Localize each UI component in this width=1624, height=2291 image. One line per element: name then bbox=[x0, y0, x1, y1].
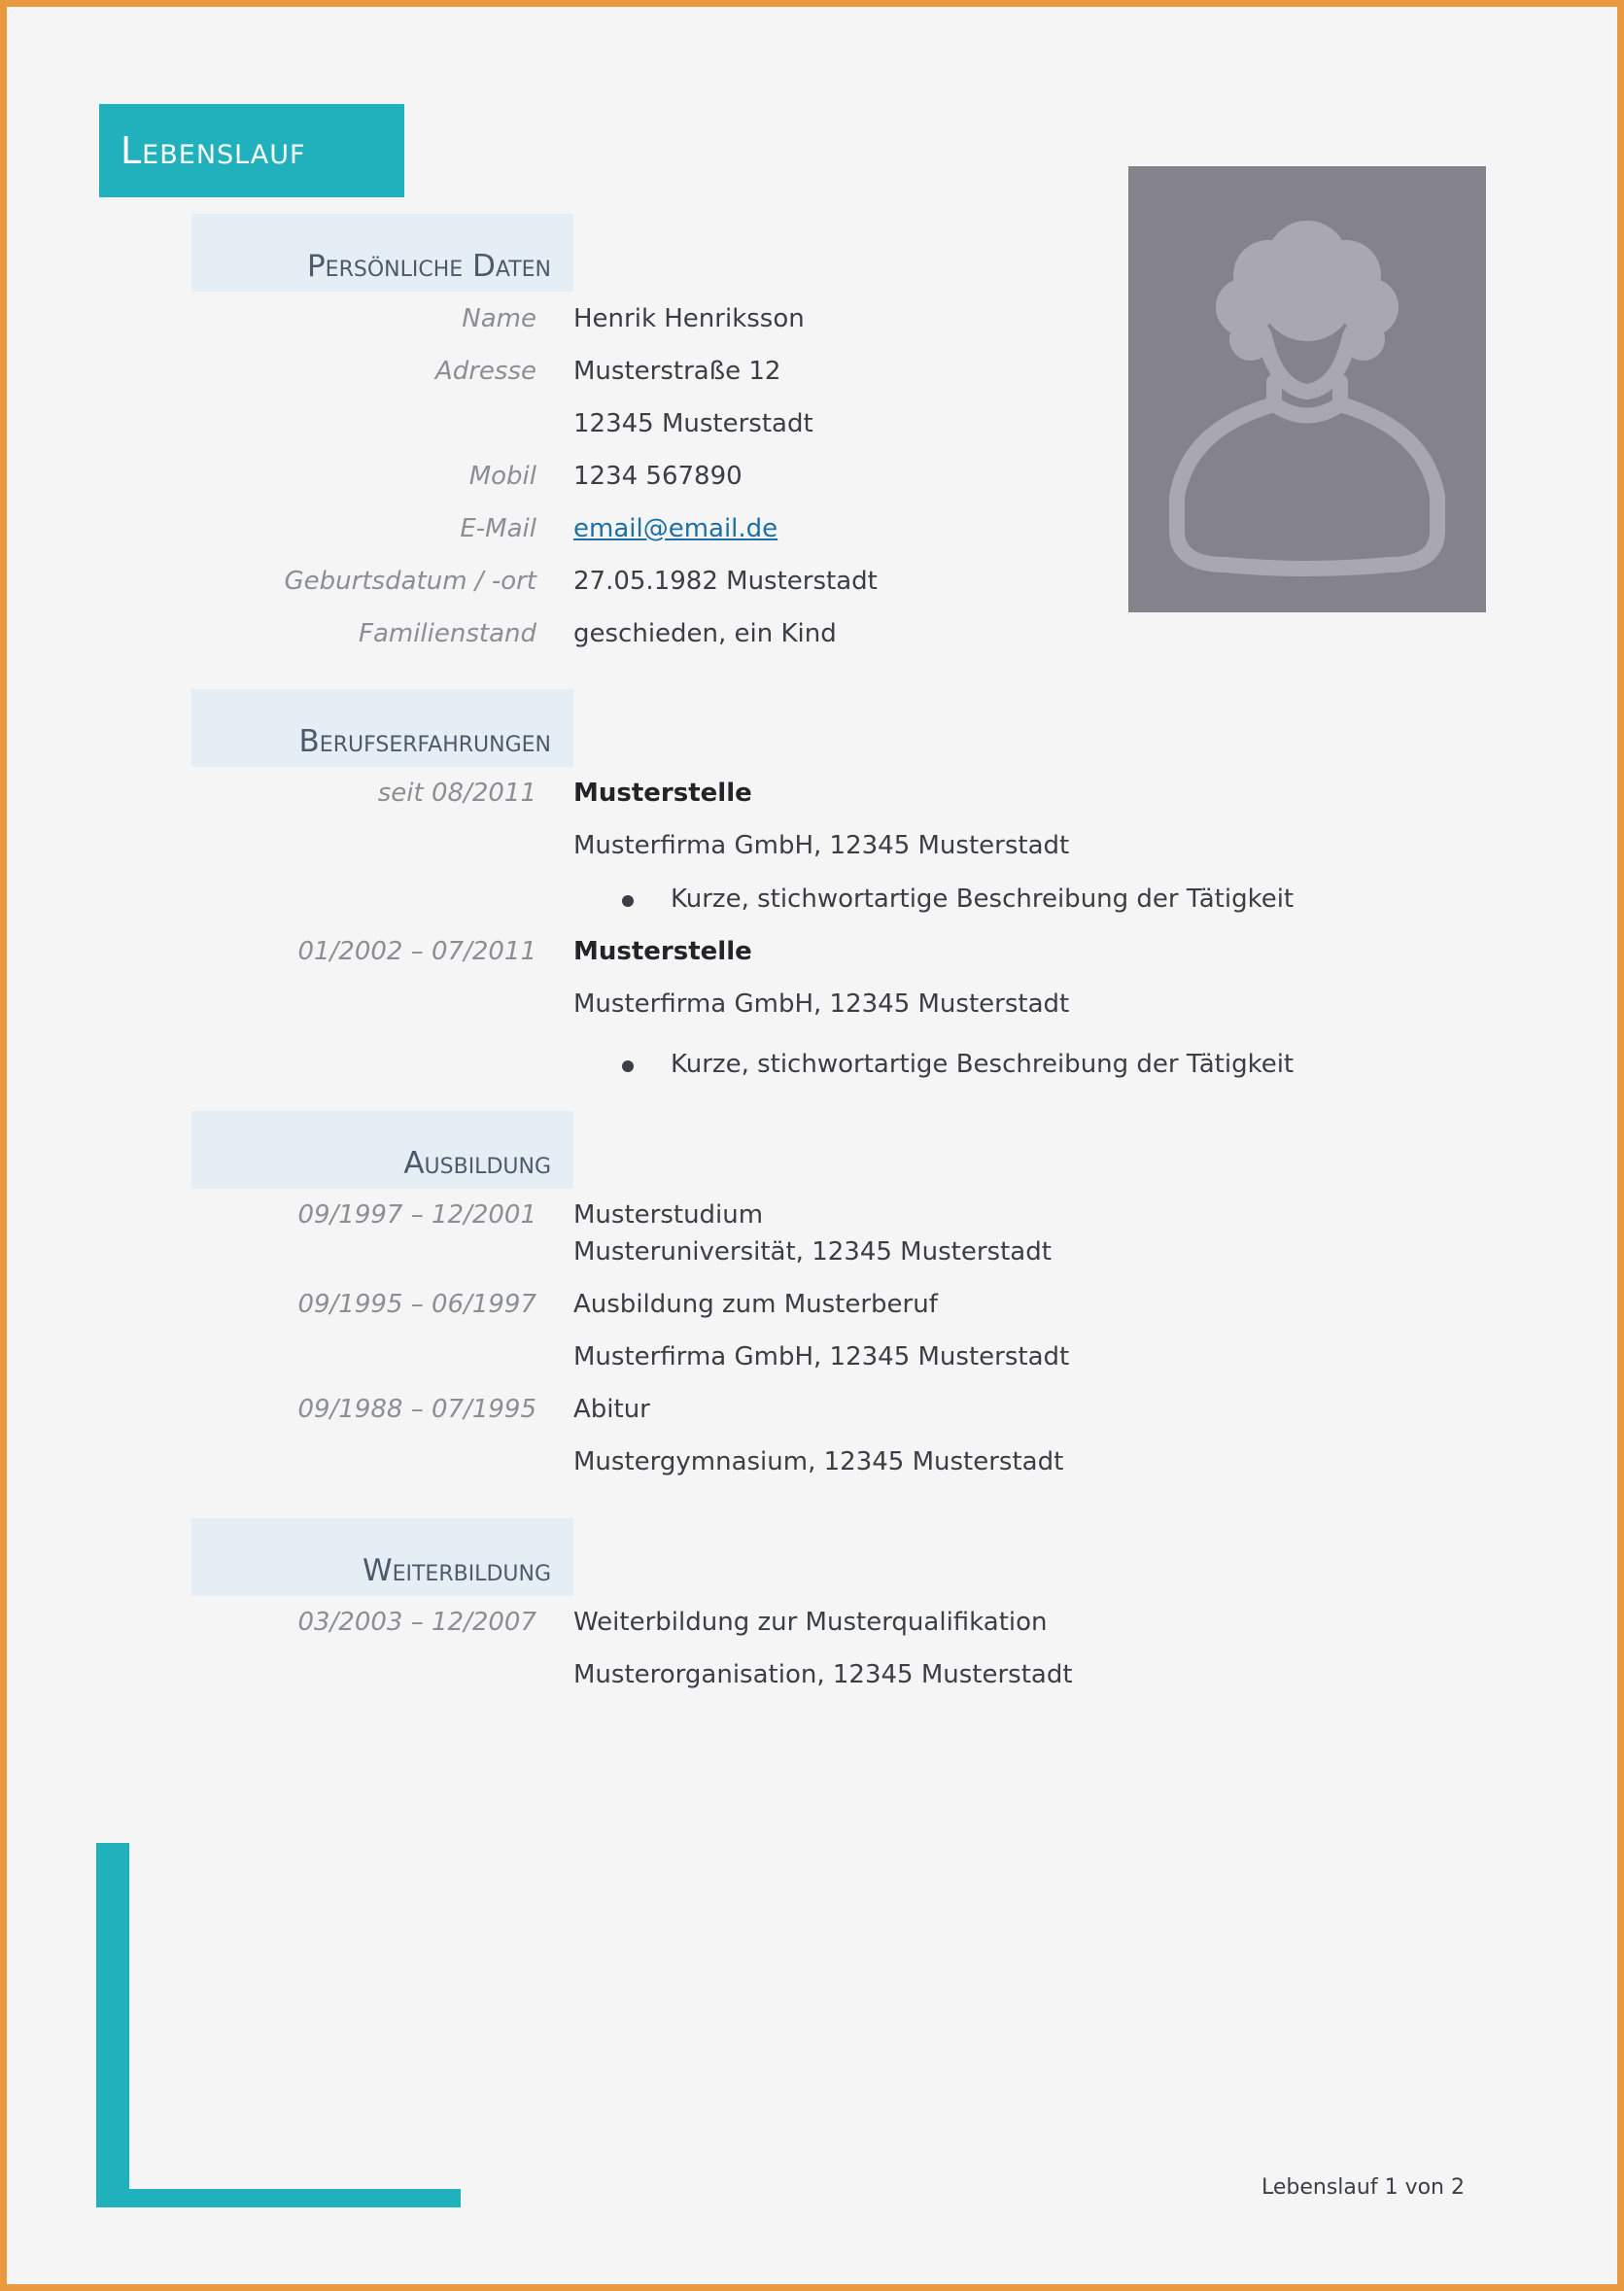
document-title: Lebenslauf bbox=[121, 129, 306, 172]
label-email: E-Mail bbox=[460, 514, 536, 543]
training-period: 03/2003 – 12/2007 bbox=[297, 1608, 536, 1637]
experience-company: Musterfirma GmbH, 12345 Musterstadt bbox=[573, 831, 1070, 860]
decorative-bar-vertical bbox=[96, 1843, 129, 2207]
education-title: Ausbildung zum Musterberuf bbox=[573, 1290, 938, 1319]
education-title: Musterstudium bbox=[573, 1200, 764, 1230]
section-title-personal: Persönliche Daten bbox=[306, 249, 551, 284]
profile-photo bbox=[1128, 166, 1486, 612]
title-banner bbox=[99, 104, 404, 197]
education-place: Mustergymnasium, 12345 Musterstadt bbox=[573, 1447, 1064, 1476]
education-place: Musteruniversität, 12345 Musterstadt bbox=[573, 1237, 1052, 1267]
value-birth: 27.05.1982 Musterstadt bbox=[573, 567, 878, 596]
value-name: Henrik Henriksson bbox=[573, 304, 805, 333]
experience-description: Kurze, stichwortartige Beschreibung der Tätigkeit bbox=[671, 885, 1295, 914]
section-header-education bbox=[191, 1111, 573, 1189]
section-title-training: Weiterbildung bbox=[362, 1553, 551, 1588]
experience-position: Musterstelle bbox=[573, 779, 752, 808]
education-place: Musterfirma GmbH, 12345 Musterstadt bbox=[573, 1342, 1070, 1371]
experience-position: Musterstelle bbox=[573, 937, 752, 966]
experience-company: Musterfirma GmbH, 12345 Musterstadt bbox=[573, 989, 1070, 1019]
decorative-bar-horizontal bbox=[96, 2189, 461, 2207]
bullet-icon bbox=[622, 1060, 634, 1072]
section-title-education: Ausbildung bbox=[403, 1146, 551, 1181]
value-city: 12345 Musterstadt bbox=[573, 409, 813, 438]
education-period: 09/1997 – 12/2001 bbox=[297, 1200, 536, 1230]
value-street: Musterstraße 12 bbox=[573, 357, 781, 386]
page-footer: Lebenslauf 1 von 2 bbox=[1261, 2175, 1465, 2200]
value-mobile: 1234 567890 bbox=[573, 462, 743, 491]
section-header-experience bbox=[191, 689, 573, 767]
training-title: Weiterbildung zur Musterqualifikation bbox=[573, 1608, 1048, 1637]
experience-period: seit 08/2011 bbox=[377, 779, 536, 808]
label-name: Name bbox=[462, 304, 536, 333]
email-link[interactable]: email@email.de bbox=[573, 514, 778, 543]
label-birth: Geburtsdatum / -ort bbox=[284, 567, 536, 596]
education-title: Abitur bbox=[573, 1395, 650, 1424]
education-period: 09/1995 – 06/1997 bbox=[297, 1290, 536, 1319]
value-family-status: geschieden, ein Kind bbox=[573, 619, 837, 648]
label-family-status: Familienstand bbox=[358, 619, 536, 648]
section-title-experience: Berufserfahrungen bbox=[298, 724, 551, 759]
person-placeholder-icon bbox=[1128, 166, 1486, 612]
bullet-icon bbox=[622, 895, 634, 907]
education-period: 09/1988 – 07/1995 bbox=[297, 1395, 536, 1424]
section-header-training bbox=[191, 1518, 573, 1596]
experience-description: Kurze, stichwortartige Beschreibung der Tätigkeit bbox=[671, 1050, 1295, 1079]
training-place: Musterorganisation, 12345 Musterstadt bbox=[573, 1660, 1073, 1689]
label-mobile: Mobil bbox=[468, 462, 536, 491]
label-address: Adresse bbox=[434, 357, 536, 386]
section-header-personal bbox=[191, 214, 573, 292]
value-email bbox=[573, 514, 777, 543]
experience-period: 01/2002 – 07/2011 bbox=[297, 937, 536, 966]
